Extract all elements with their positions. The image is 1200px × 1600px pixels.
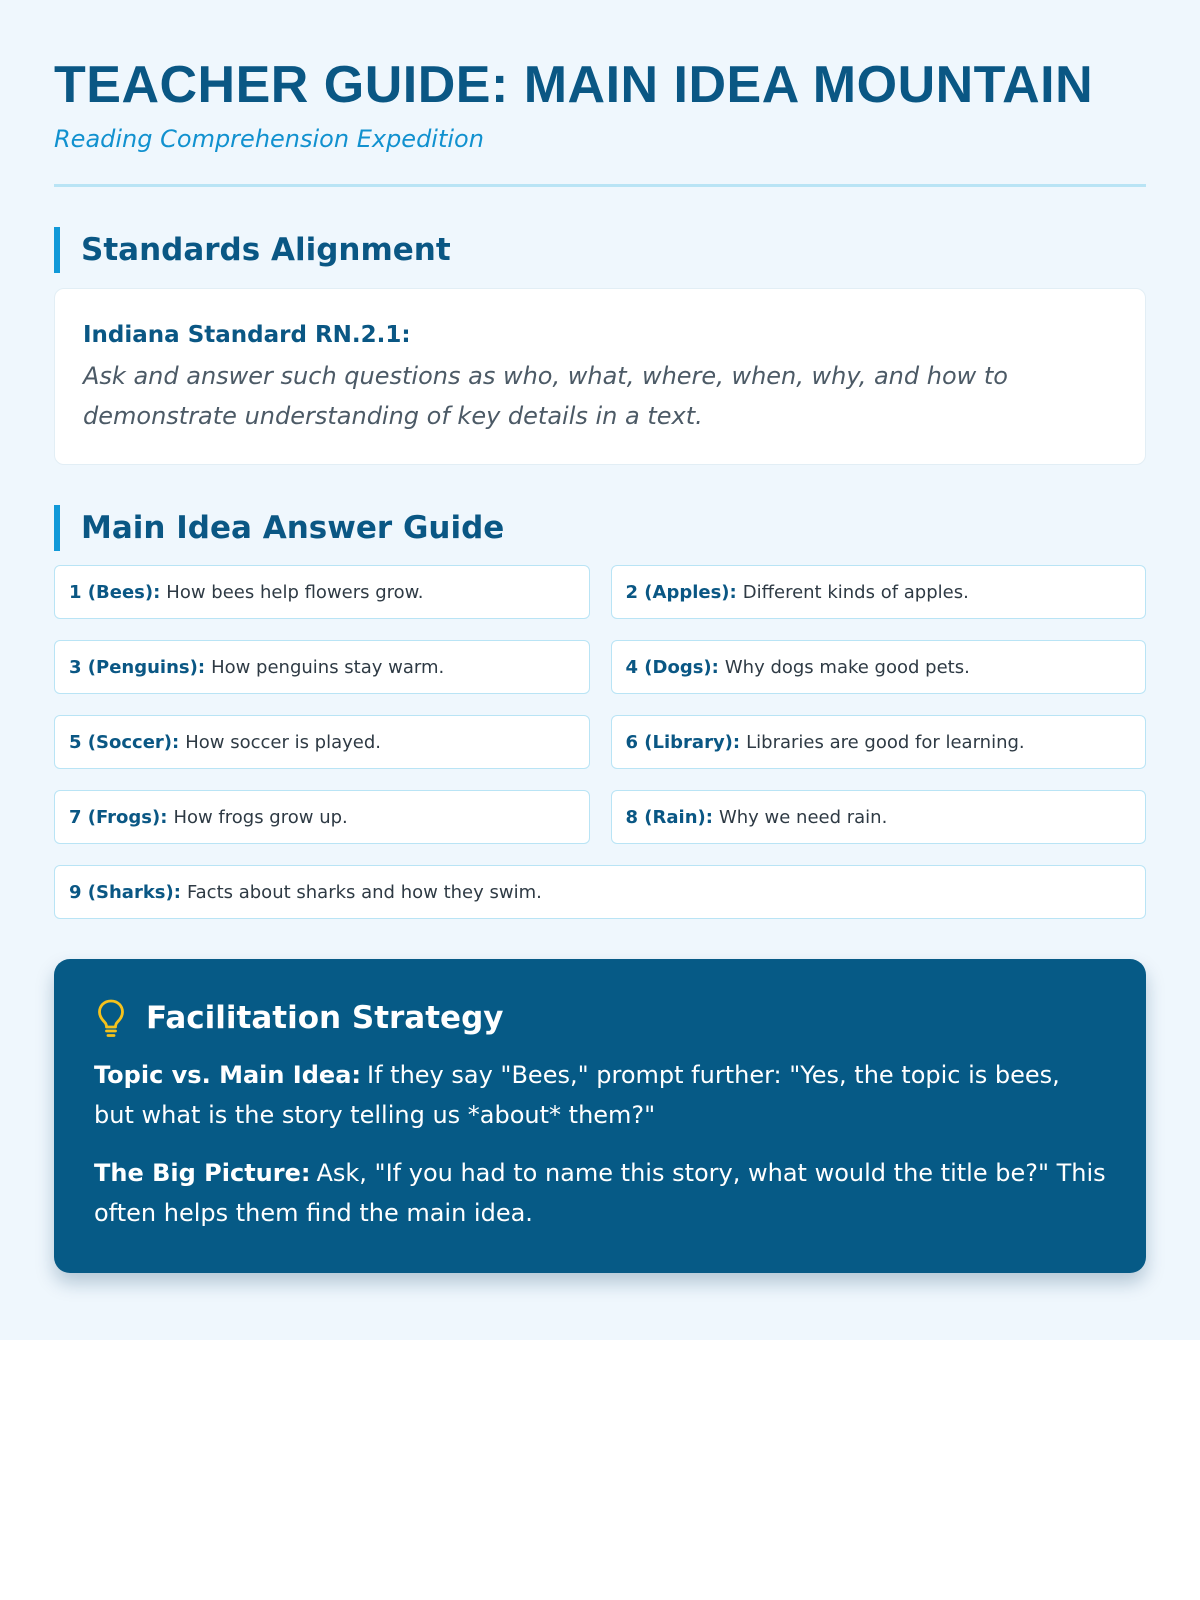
answer-item-5 <box>54 715 590 769</box>
strategy-paragraph-big-picture <box>94 1153 1106 1233</box>
answer-text: Facts about sharks and how they swim. <box>186 881 542 903</box>
answer-label: 3 (Penguins): <box>69 656 206 678</box>
answer-label: 7 (Frogs): <box>69 806 168 828</box>
answer-label: 8 (Rain): <box>625 806 713 828</box>
standard-label: Indiana Standard RN.2.1: <box>83 322 411 348</box>
answer-guide-grid <box>54 565 1146 919</box>
strategy-text: If they say "Bees," prompt further: "Yes, the topic is bees, but what is the story telling us *about* them?" <box>94 1061 1060 1129</box>
answer-label: 9 (Sharks): <box>69 881 181 903</box>
answer-text: How frogs grow up. <box>173 806 348 828</box>
answer-item-4 <box>611 640 1147 694</box>
answer-label: 4 (Dogs): <box>625 656 719 678</box>
answer-text: Why dogs make good pets. <box>724 656 970 678</box>
strategy-heading: Facilitation Strategy <box>146 1000 504 1036</box>
standard-text: Ask and answer such questions as who, what, where, when, why, and how to demonstrate understanding of key details in a text. <box>83 362 1008 430</box>
answer-text: How penguins stay warm. <box>211 656 445 678</box>
answer-guide-heading: Main Idea Answer Guide <box>54 505 1146 551</box>
answer-item-6 <box>611 715 1147 769</box>
answer-item-3 <box>54 640 590 694</box>
answer-item-8 <box>611 790 1147 844</box>
answer-label: 1 (Bees): <box>69 581 161 603</box>
page-title: TEACHER GUIDE: MAIN IDEA MOUNTAIN <box>54 56 1094 114</box>
header-divider <box>54 184 1146 187</box>
answer-label: 6 (Library): <box>625 731 741 753</box>
strategy-label: Topic vs. Main Idea: <box>94 1061 361 1089</box>
answer-item-7 <box>54 790 590 844</box>
answer-item-1 <box>54 565 590 619</box>
answer-text: Different kinds of apples. <box>742 581 969 603</box>
answer-label: 5 (Soccer): <box>69 731 180 753</box>
strategy-header <box>94 995 1106 1041</box>
answer-text: How bees help flowers grow. <box>166 581 424 603</box>
standard-card <box>54 288 1146 465</box>
answer-text: Why we need rain. <box>718 806 888 828</box>
strategy-text: Ask, "If you had to name this story, what would the title be?" This often helps them find the main idea. <box>94 1159 1106 1227</box>
answer-text: Libraries are good for learning. <box>746 731 1025 753</box>
answer-text: How soccer is played. <box>185 731 382 753</box>
standards-heading: Standards Alignment <box>54 227 1146 273</box>
strategy-label: The Big Picture: <box>94 1159 311 1187</box>
answer-item-9 <box>54 865 1146 919</box>
facilitation-strategy-box <box>54 959 1146 1273</box>
page-subtitle: Reading Comprehension Expedition <box>54 125 484 153</box>
strategy-paragraph-topic <box>94 1055 1106 1135</box>
lightbulb-icon <box>94 996 128 1040</box>
answer-label: 2 (Apples): <box>625 581 737 603</box>
answer-item-2 <box>611 565 1147 619</box>
